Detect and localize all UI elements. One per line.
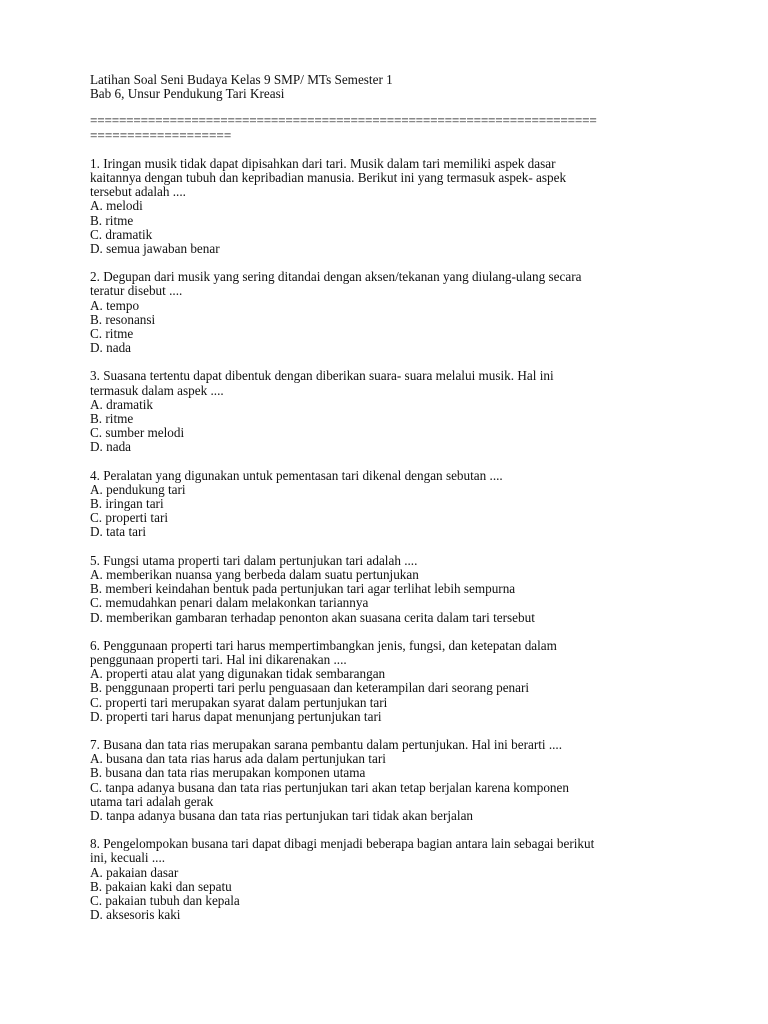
answer-option: A. pakaian dasar: [90, 864, 179, 880]
question-text: 3. Suasana tertentu dapat dibentuk dengan diberikan suara- suara melalui musik. Hal ini: [90, 368, 554, 384]
separator-line: ===================: [90, 127, 232, 143]
question-item: [90, 738, 690, 823]
separator-line: ======================================================================: [90, 113, 597, 129]
question-text: 6. Penggunaan properti tari harus mempertimbangkan jenis, fungsi, dan ketepatan dalam: [90, 637, 557, 653]
answer-option: C. sumber melodi: [90, 425, 185, 441]
answer-option: B. busana dan tata rias merupakan komponen utama: [90, 765, 366, 781]
answer-option: C. properti tari merupakan syarat dalam pertunjukan tari: [90, 694, 388, 710]
question-text: 1. Iringan musik tidak dapat dipisahkan dari tari. Musik dalam tari memiliki aspek dasar: [90, 155, 556, 171]
question-text: 7. Busana dan tata rias merupakan sarana pembantu dalam pertunjukan. Hal ini berarti ....: [90, 736, 563, 752]
document-body: [90, 73, 690, 922]
answer-options: [90, 398, 690, 455]
answer-options: [90, 299, 690, 356]
answer-option: B. pakaian kaki dan sepatu: [90, 878, 232, 894]
question-text: penggunaan properti tari. Hal ini dikarenakan ....: [90, 651, 347, 667]
answer-option: D. nada: [90, 439, 132, 455]
answer-options: [90, 199, 690, 256]
question-text: 8. Pengelompokan busana tari dapat dibagi menjadi beberapa bagian antara lain sebagai berikut: [90, 836, 595, 852]
answer-option: B. ritme: [90, 411, 134, 427]
answer-option: C. tanpa adanya busana dan tata rias pertunjukan tari akan tetap berjalan karena komponen: [90, 779, 569, 795]
question-item: [90, 639, 690, 724]
question-text: ini, kecuali ....: [90, 850, 166, 866]
answer-option: D. tanpa adanya busana dan tata rias pertunjukan tari tidak akan berjalan: [90, 807, 474, 823]
question-text: tersebut adalah ....: [90, 184, 186, 200]
question-item: [90, 270, 690, 355]
question-item: [90, 469, 690, 540]
question-text: 4. Peralatan yang digunakan untuk pementasan tari dikenal dengan sebutan ....: [90, 467, 503, 483]
answer-option: C. memudahkan penari dalam melakonkan tariannya: [90, 595, 369, 611]
answer-option: B. memberi keindahan bentuk pada pertunjukan tari agar terlihat lebih sempurna: [90, 581, 516, 597]
answer-options: [90, 866, 690, 923]
question-item: [90, 554, 690, 625]
document-subtitle: Bab 6, Unsur Pendukung Tari Kreasi: [90, 86, 285, 102]
answer-option: B. penggunaan properti tari perlu penguasaan dan keterampilan dari seorang penari: [90, 680, 530, 696]
answer-option: utama tari adalah gerak: [90, 793, 214, 809]
answer-option: D. semua jawaban benar: [90, 241, 220, 257]
answer-option: D. aksesoris kaki: [90, 907, 181, 923]
answer-option: B. iringan tari: [90, 496, 164, 512]
answer-option: C. ritme: [90, 326, 134, 342]
question-item: [90, 157, 690, 256]
answer-options: [90, 752, 690, 823]
answer-option: C. dramatik: [90, 226, 153, 242]
question-list: [90, 157, 690, 923]
question-text: 2. Degupan dari musik yang sering ditandai dengan aksen/tekanan yang diulang-ulang secara: [90, 269, 582, 285]
answer-option: B. resonansi: [90, 311, 156, 327]
answer-option: D. nada: [90, 340, 132, 356]
answer-options: [90, 568, 690, 625]
answer-options: [90, 483, 690, 540]
answer-option: D. properti tari harus dapat menunjang pertunjukan tari: [90, 708, 382, 724]
question-text: kaitannya dengan tubuh dan kepribadian manusia. Berikut ini yang termasuk aspek- aspek: [90, 170, 567, 186]
question-text: teratur disebut ....: [90, 283, 183, 299]
question-text: 5. Fungsi utama properti tari dalam pertunjukan tari adalah ....: [90, 552, 418, 568]
document-title: Latihan Soal Seni Budaya Kelas 9 SMP/ MTs Semester 1: [90, 72, 393, 87]
question-item: [90, 369, 690, 454]
answer-option: D. tata tari: [90, 524, 147, 540]
answer-option: A. melodi: [90, 198, 143, 214]
answer-option: D. memberikan gambaran terhadap penonton akan suasana cerita dalam tari tersebut: [90, 609, 535, 625]
question-item: [90, 837, 690, 922]
answer-option: A. pendukung tari: [90, 481, 186, 497]
question-text: termasuk dalam aspek ....: [90, 382, 224, 398]
answer-option: A. busana dan tata rias harus ada dalam pertunjukan tari: [90, 751, 386, 767]
answer-option: A. tempo: [90, 297, 140, 313]
answer-option: A. dramatik: [90, 396, 153, 412]
answer-option: B. ritme: [90, 212, 134, 228]
answer-options: [90, 667, 690, 724]
answer-option: A. properti atau alat yang digunakan tidak sembarangan: [90, 666, 386, 682]
answer-option: A. memberikan nuansa yang berbeda dalam suatu pertunjukan: [90, 566, 419, 582]
answer-option: C. properti tari: [90, 510, 169, 526]
answer-option: C. pakaian tubuh dan kepala: [90, 892, 240, 908]
